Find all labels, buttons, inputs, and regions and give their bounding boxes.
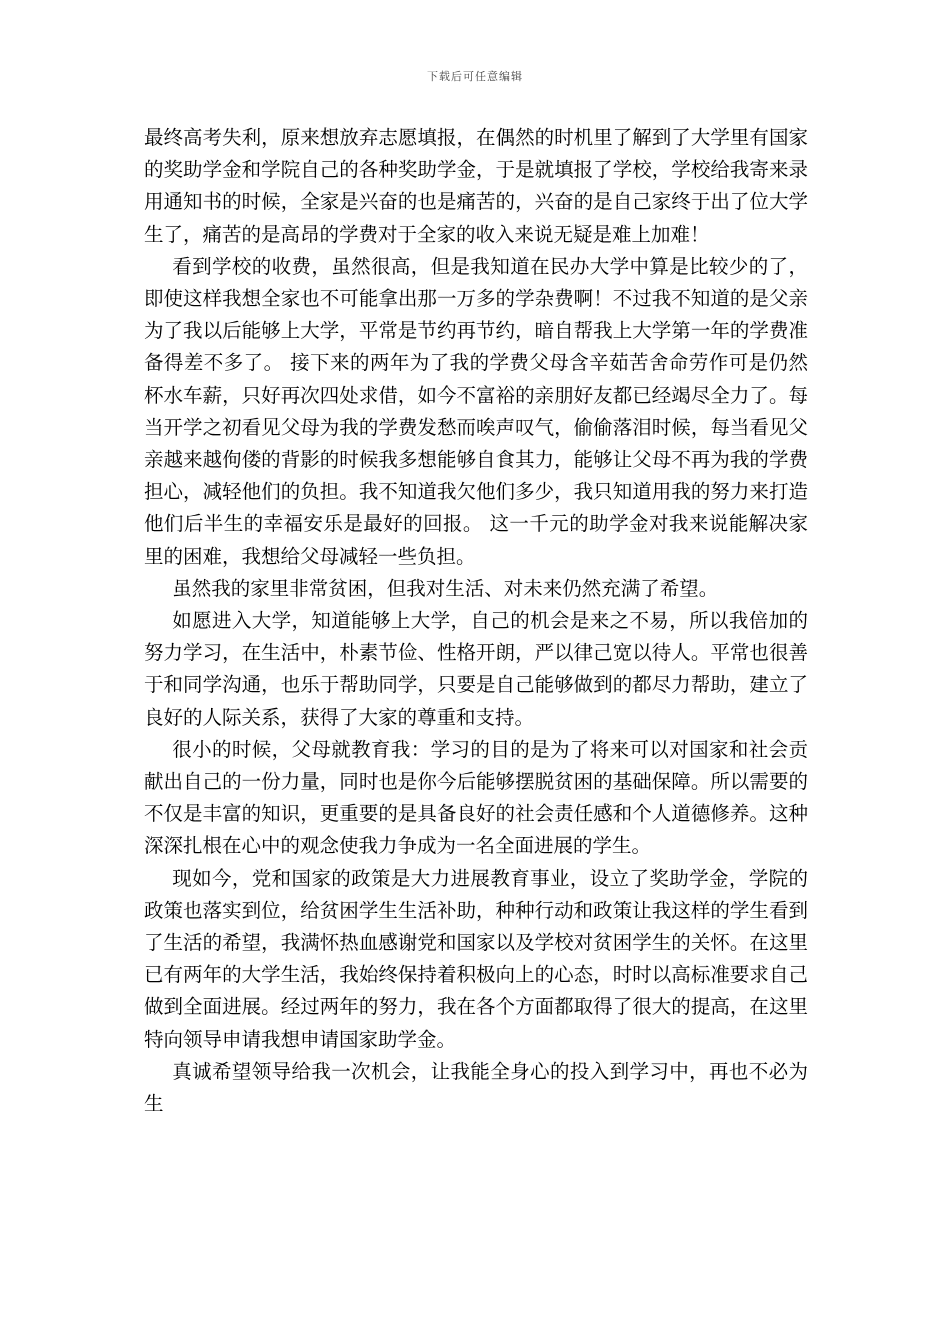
paragraph-3: 虽然我的家里非常贫困，但我对生活、对未来仍然充满了希望。 <box>172 576 719 600</box>
paragraph-1: 最终高考失利，原来想放弃志愿填报，在偶然的时机里了解到了大学里有国家的奖助学金和学院自己的各种奖助学金，于是就填报了学校，学校给我寄来录用通知书的时候，全家是兴奋的也是痛苦的，兴奋的是自己家终于出了位大学生了，痛苦的是高昂的学费对于全家的收入来说无疑是难上加难！ <box>144 126 808 246</box>
paragraph-6: 现如今，党和国家的政策是大力进展教育事业，设立了奖助学金，学院的政策也落实到位，给贫困学生生活补助，种种行动和政策让我这样的学生看到了生活的希望，我满怀热血感谢党和国家以及学校对贫困学生的关怀。在这里已有两年的大学生活，我始终保持着积极向上的心态，时时以高标准要求自己做到全面进展。经过两年的努力，我在各个方面都取得了很大的提高，在这里特向领导申请我想申请国家助学金。 <box>144 866 808 1051</box>
paragraph-7: 真诚希望领导给我一次机会，让我能全身心的投入到学习中，再也不必为生 <box>144 1059 808 1116</box>
document-body <box>144 122 808 1120</box>
paragraph-4: 如愿进入大学，知道能够上大学，自己的机会是来之不易，所以我倍加的努力学习，在生活中，朴素节俭、性格开朗，严以律己宽以待人。平常也很善于和同学沟通，也乐于帮助同学，只要是自己能够做到的都尽力帮助，建立了良好的人际关系，获得了大家的尊重和支持。 <box>144 609 808 729</box>
paragraph-2: 看到学校的收费，虽然很高，但是我知道在民办大学中算是比较少的了，即使这样我想全家也不可能拿出那一万多的学杂费啊！不过我不知道的是父亲为了我以后能够上大学，平常是节约再节约，暗自帮我上大学第一年的学费准备得差不多了。 接下来的两年为了我的学费父母含辛茹苦舍命劳作可是仍然杯水车薪，只好再次四处求借，如今不富裕的亲朋好友都已经竭尽全力了。每当开学之初看见父母为我的学费发愁而唉声叹气，偷偷落泪时候，每当看见父亲越来越佝偻的背影的时候我多想能够自食其力，能够让父母不再为我的学费担心，减轻他们的负担。我不知道我欠他们多少，我只知道用我的努力来打造他们后半生的幸福安乐是最好的回报。 这一千元的助学金对我来说能解决家里的困难，我想给父母减轻一些负担。 <box>144 254 808 568</box>
page-header: 下载后可任意编辑 <box>427 70 523 83</box>
paragraph-5: 很小的时候，父母就教育我：学习的目的是为了将来可以对国家和社会贡献出自己的一份力量，同时也是你今后能够摆脱贫困的基础保障。所以需要的不仅是丰富的知识，更重要的是具备良好的社会责任感和个人道德修养。这种深深扎根在心中的观念使我力争成为一名全面进展的学生。 <box>144 737 808 858</box>
